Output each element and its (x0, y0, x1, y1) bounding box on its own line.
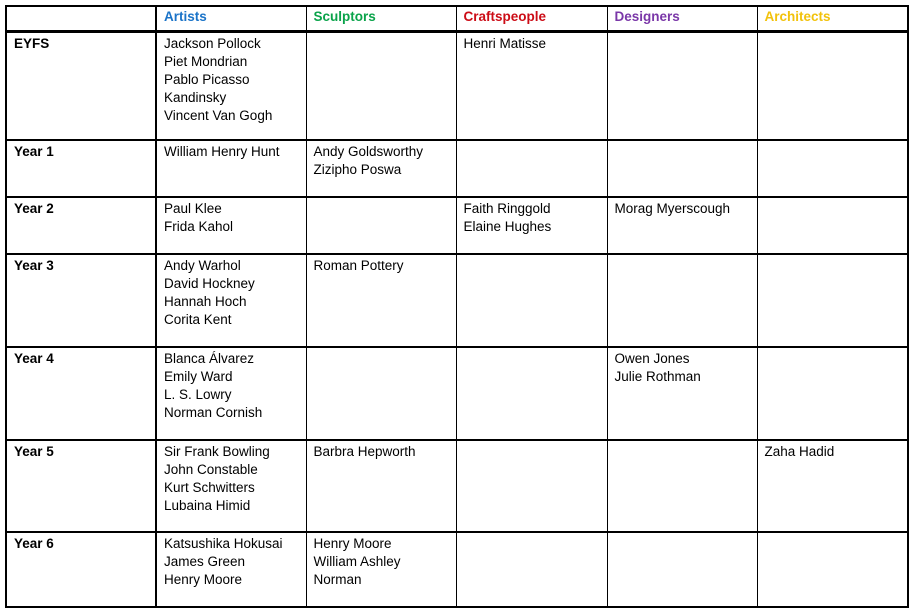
person-name: Faith Ringgold (463, 201, 551, 217)
person-name: Vincent Van Gogh (164, 107, 273, 123)
row-label: EYFS (6, 31, 156, 140)
person-name: Pablo Picasso (164, 71, 250, 87)
cell-craftspeople (456, 254, 607, 346)
person-name: Andy Warhol (164, 258, 241, 274)
person-name: Zizipho Poswa (313, 162, 402, 178)
cell-sculptors (306, 254, 456, 346)
header-designers: Designers (607, 6, 757, 31)
person-name: Jackson Pollock (164, 35, 261, 51)
person-name: Kandinsky (164, 89, 227, 105)
header-craftspeople: Craftspeople (456, 6, 607, 31)
cell-designers (607, 440, 757, 532)
cell-sculptors (306, 532, 456, 607)
row-label: Year 4 (6, 347, 156, 440)
cell-architects (757, 347, 908, 440)
cell-sculptors (306, 31, 456, 140)
cell-craftspeople (456, 31, 607, 140)
person-name: John Constable (164, 461, 258, 477)
row-label: Year 6 (6, 532, 156, 607)
cell-sculptors (306, 140, 456, 197)
row-label: Year 5 (6, 440, 156, 532)
cell-artists (156, 31, 306, 140)
person-name: William Ashley (313, 553, 401, 569)
row-label: Year 3 (6, 254, 156, 346)
person-name: Sir Frank Bowling (164, 443, 270, 459)
cell-artists (156, 197, 306, 254)
header-sculptors: Sculptors (306, 6, 456, 31)
cell-designers (607, 140, 757, 197)
row-year-6 (6, 532, 908, 607)
person-name: Norman (313, 571, 362, 587)
person-name: Andy Goldsworthy (313, 144, 424, 160)
cell-designers (607, 347, 757, 440)
person-name: Elaine Hughes (463, 219, 552, 235)
cell-architects (757, 31, 908, 140)
cell-architects (757, 440, 908, 532)
row-label: Year 2 (6, 197, 156, 254)
person-name: Henry Moore (313, 535, 392, 551)
person-name: Hannah Hoch (164, 294, 247, 310)
person-name: Zaha Hadid (764, 443, 835, 459)
row-year-5 (6, 440, 908, 532)
cell-architects (757, 254, 908, 346)
cell-architects (757, 140, 908, 197)
row-year-4 (6, 347, 908, 440)
cell-architects (757, 197, 908, 254)
cell-designers (607, 532, 757, 607)
cell-designers (607, 254, 757, 346)
cell-craftspeople (456, 532, 607, 607)
row-year-2 (6, 197, 908, 254)
person-name: Henry Moore (164, 571, 243, 587)
person-name: Julie Rothman (614, 368, 701, 384)
cell-artists (156, 532, 306, 607)
person-name: Roman Pottery (313, 258, 404, 274)
person-name: Emily Ward (164, 368, 233, 384)
cell-sculptors (306, 197, 456, 254)
person-name: Lubaina Himid (164, 497, 251, 513)
cell-artists (156, 347, 306, 440)
cell-architects (757, 532, 908, 607)
person-name: Kurt Schwitters (164, 479, 255, 495)
person-name: Piet Mondrian (164, 53, 248, 69)
cell-designers (607, 31, 757, 140)
person-name: Barbra Hepworth (313, 443, 416, 459)
cell-craftspeople (456, 440, 607, 532)
curriculum-table (5, 5, 909, 608)
header-architects: Architects (757, 6, 908, 31)
person-name: Henri Matisse (463, 35, 547, 51)
person-name: Katsushika Hokusai (164, 535, 283, 551)
corner-cell (6, 6, 156, 31)
cell-sculptors (306, 347, 456, 440)
cell-artists (156, 440, 306, 532)
header-artists: Artists (156, 6, 306, 31)
person-name: Frida Kahol (164, 219, 234, 235)
person-name: James Green (164, 553, 246, 569)
row-eyfs (6, 31, 908, 140)
person-name: Norman Cornish (164, 404, 263, 420)
cell-craftspeople (456, 197, 607, 254)
person-name: Owen Jones (614, 350, 690, 366)
person-name: Blanca Álvarez (164, 350, 255, 366)
cell-artists (156, 254, 306, 346)
cell-craftspeople (456, 140, 607, 197)
cell-sculptors (306, 440, 456, 532)
person-name: Corita Kent (164, 312, 232, 328)
cell-designers (607, 197, 757, 254)
cell-artists (156, 140, 306, 197)
person-name: David Hockney (164, 276, 255, 292)
person-name: William Henry Hunt (164, 144, 280, 160)
person-name: Paul Klee (164, 201, 222, 217)
row-label: Year 1 (6, 140, 156, 197)
row-year-3 (6, 254, 908, 346)
header-row (6, 6, 908, 31)
cell-craftspeople (456, 347, 607, 440)
person-name: L. S. Lowry (164, 386, 232, 402)
person-name: Morag Myerscough (614, 201, 731, 217)
row-year-1 (6, 140, 908, 197)
